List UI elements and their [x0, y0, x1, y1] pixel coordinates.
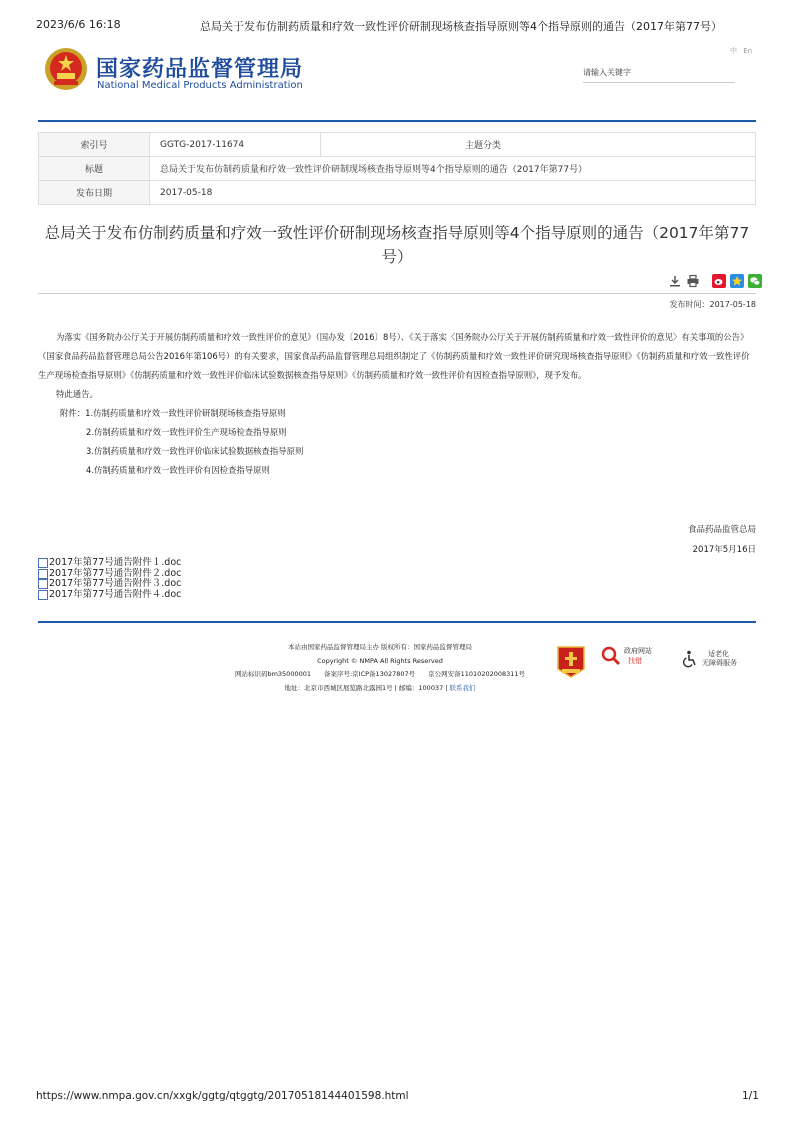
footer-divider: [38, 621, 756, 623]
file-link-label[interactable]: 2017年第77号通告附件１.doc: [49, 557, 182, 568]
publish-time: 发布时间：2017-05-18: [669, 300, 756, 309]
lang-zh-link[interactable]: 中: [730, 47, 737, 55]
doc-file-icon: [38, 579, 48, 589]
gov-site-error-report[interactable]: [601, 646, 652, 666]
lang-en-link[interactable]: En: [743, 47, 753, 55]
article-paragraph: 特此通告。: [56, 389, 98, 399]
contact-us-link[interactable]: 联系我们: [449, 683, 476, 692]
meta-date-value: 2017-05-18: [150, 181, 756, 205]
gov-err-line2: 找错: [628, 657, 642, 665]
print-url: https://www.nmpa.gov.cn/xxgk/ggtg/qtggtg/20170518144401598.html: [36, 1090, 409, 1102]
gov-err-line1: 政府网站: [624, 647, 652, 655]
language-switch: [730, 46, 752, 56]
footer-copyright: Copyright © NMPA All Rights Reserved: [317, 656, 443, 665]
search-input[interactable]: [583, 62, 735, 83]
site-footer-info: [210, 641, 550, 695]
meta-title-label: 标题: [39, 157, 150, 181]
attachment-file-list: [38, 558, 181, 600]
doc-file-icon: [38, 558, 48, 568]
magnifier-icon: [601, 646, 621, 666]
article-title: 总局关于发布仿制药质量和疗效一致性评价研制现场核查指导原则等4个指导原则的通告（2017年第77号）: [44, 224, 750, 266]
footer-address-text: 地址：北京市西城区展览路北露园1号 | 邮编：100037 |: [284, 683, 450, 692]
meta-index-label: 索引号: [39, 133, 150, 157]
acc-line1: 适老化: [708, 650, 729, 658]
site-logo-subtitle: National Medical Products Administration: [97, 80, 303, 91]
accessibility-service[interactable]: [680, 650, 737, 668]
attachment-item: 4.仿制药质量和疗效一致性评价有因检查指导原则: [86, 465, 270, 475]
footer-sponsor: 本站由国家药品监督管理局主办 版权所有：国家药品监督管理局: [287, 643, 473, 651]
article-meta-table: [38, 132, 756, 205]
file-link[interactable]: [38, 579, 181, 590]
wechat-share-icon[interactable]: [748, 274, 762, 288]
meta-category-value: [509, 133, 756, 157]
article-paragraph: 为落实《国务院办公厅关于开展仿制药质量和疗效一致性评价的意见》（国办发〔2016〕8号）、《关于落实〈国务院办公厅关于开展仿制药质量和疗效一致性评价的意见〉有关事项的公告》（国家食品药品监督管理总局公告2016年第106号）的有关要求，国家食品药品监督管理总局组织制定了《仿制药质量和疗效一致性评价研究现场核查指导原则》《仿制药质量和疗效一致性评价生产现场检查指导原则》《仿制药质量和疗效一致性评价临床试验数据核查指导原则》《仿制药质量和疗效一致性评价有因检查指导原则》，现予发布。: [38, 332, 750, 380]
attachment-item: 附件：1.仿制药质量和疗效一致性评价研制现场核查指导原则: [60, 408, 286, 418]
doc-file-icon: [38, 590, 48, 600]
weibo-share-icon[interactable]: [712, 274, 726, 288]
file-link-label[interactable]: 2017年第77号通告附件４.doc: [49, 588, 182, 600]
file-link[interactable]: [38, 590, 181, 601]
footer-address: [210, 682, 550, 696]
article-body: [38, 328, 756, 480]
attachment-item: 2.仿制药质量和疗效一致性评价生产现场检查指导原则: [86, 427, 287, 437]
search-placeholder: 请输入关键字: [583, 67, 631, 77]
signing-date: 2017年5月16日: [692, 545, 756, 555]
doc-file-icon: [38, 569, 48, 579]
meta-category-label: 主题分类: [321, 133, 510, 157]
signing-organization: 食品药品监管总局: [687, 525, 756, 535]
meta-title-value: 总局关于发布仿制药质量和疗效一致性评价研制现场核查指导原则等4个指导原则的通告（2017年第77号）: [150, 157, 756, 181]
header-divider: [38, 120, 756, 122]
meta-index-value: GGTG-2017-11674: [150, 133, 321, 157]
national-emblem-icon: [44, 47, 88, 91]
accessibility-icon: [680, 650, 698, 668]
qzone-share-icon[interactable]: [730, 274, 744, 288]
article-tools: [668, 274, 762, 288]
site-logo-title[interactable]: 国家药品监督管理局: [96, 57, 304, 82]
file-link-label[interactable]: 2017年第77号通告附件３.doc: [49, 578, 182, 589]
meta-date-label: 发布日期: [39, 181, 150, 205]
print-doc-title: 总局关于发布仿制药质量和疗效一致性评价研制现场核查指导原则等4个指导原则的通告（2017年第77号）: [200, 20, 722, 33]
print-datetime: 2023/6/6 16:18: [36, 18, 121, 31]
download-icon[interactable]: [668, 274, 682, 288]
file-link-label[interactable]: 2017年第77号通告附件２.doc: [49, 567, 182, 579]
acc-line2: 无障碍服务: [702, 659, 737, 667]
attachment-item: 3.仿制药质量和疗效一致性评价临床试验数据核查指导原则: [86, 446, 304, 456]
print-icon[interactable]: [686, 274, 700, 288]
file-link[interactable]: [38, 558, 181, 569]
party-government-badge-icon[interactable]: [556, 645, 586, 679]
footer-registration: 网站标识码bm35000001 备案序号:京ICP备13027807号 京公网安备11010202008311号: [234, 670, 526, 678]
print-page-number: 1/1: [742, 1090, 759, 1102]
article-divider: [38, 293, 756, 294]
